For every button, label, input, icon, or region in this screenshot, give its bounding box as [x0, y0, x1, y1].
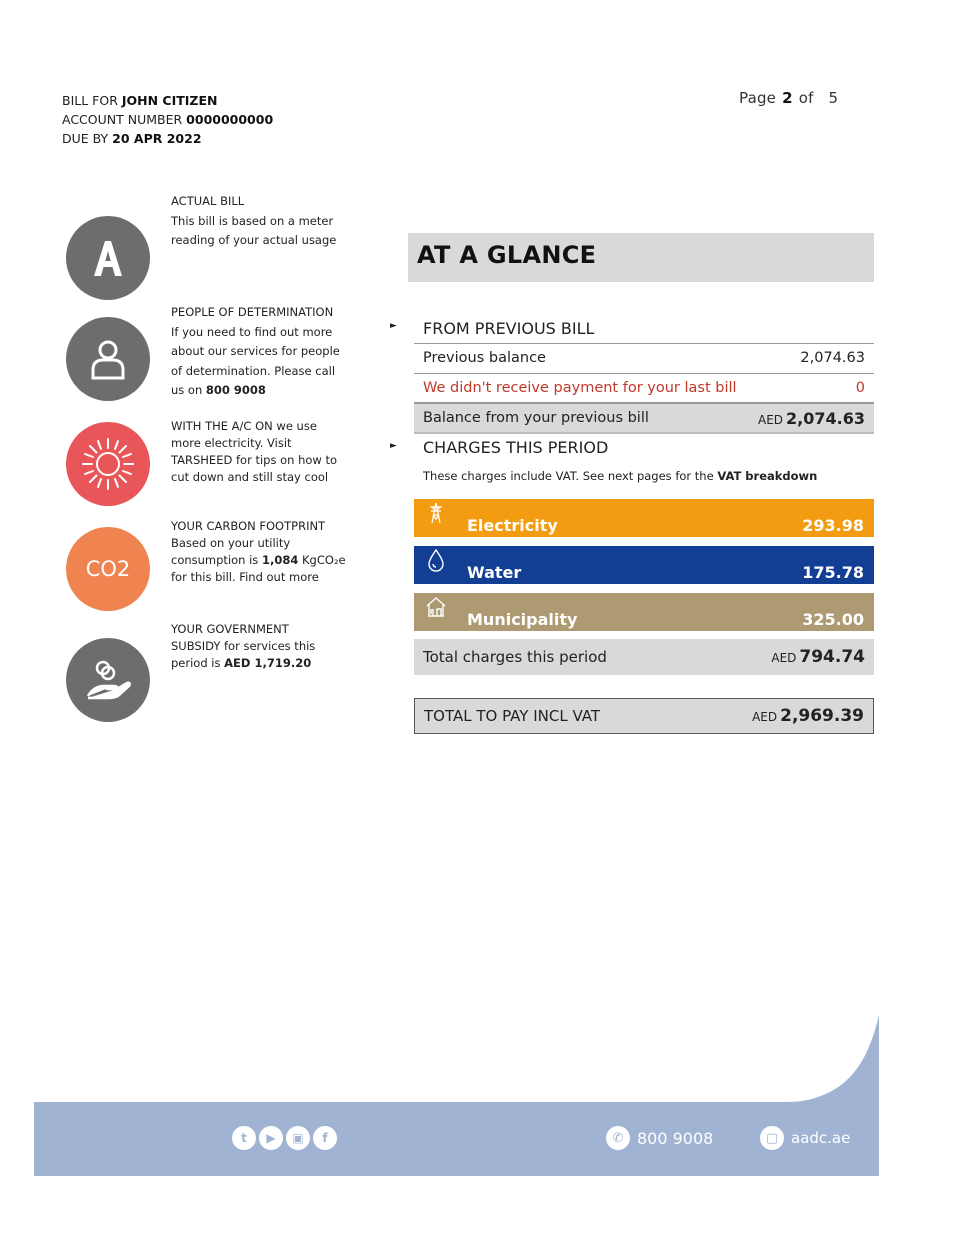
vat-note: These charges include VAT. See next pages for the VAT breakdown	[423, 469, 818, 483]
bullet-arrow-icon: ►	[390, 441, 397, 451]
letter-a-icon	[66, 216, 150, 300]
youtube-icon[interactable]: ▶	[259, 1126, 283, 1150]
bill-for-line: BILL FOR JOHN CITIZEN	[62, 93, 218, 108]
charge-municipality: Municipality 325.00	[414, 593, 874, 631]
due-date-line: DUE BY 20 APR 2022	[62, 131, 202, 146]
account-number-line: ACCOUNT NUMBER 0000000000	[62, 112, 274, 127]
footer-bar	[34, 1102, 879, 1176]
footer-curve	[34, 1010, 879, 1110]
total-pages: 5	[828, 89, 839, 107]
charges-this-period-title: CHARGES THIS PERIOD	[423, 438, 609, 457]
payment-not-received-row: We didn't receive payment for your last bill 0	[414, 373, 874, 402]
charge-electricity: Electricity 293.98	[414, 499, 874, 537]
info-title: YOUR CARBON FOOTPRINT	[171, 519, 326, 533]
previous-balance-row: Previous balance 2,074.63	[414, 343, 874, 372]
hand-coins-icon	[66, 638, 150, 722]
from-previous-bill-title: FROM PREVIOUS BILL	[423, 319, 595, 338]
sun-icon	[66, 422, 150, 506]
balance-previous-value: 2,074.63	[786, 408, 865, 428]
info-title: WITH THE A/C ON we use	[171, 419, 317, 433]
municipality-amount: 325.00	[802, 610, 864, 629]
total-charges-row: Total charges this period AED 794.74	[414, 639, 874, 675]
find-out-more-link[interactable]: for this bill. Find out more	[171, 570, 319, 584]
co2-icon: CO2	[66, 527, 150, 611]
section-title: AT A GLANCE	[417, 241, 597, 269]
water-amount: 175.78	[802, 563, 864, 582]
water-drop-icon	[424, 548, 448, 572]
twitter-icon[interactable]: t	[232, 1126, 256, 1150]
computer-icon: ▢	[760, 1126, 784, 1150]
account-number: 0000000000	[186, 112, 274, 127]
payment-received-value: 0	[855, 380, 865, 396]
vat-breakdown-link[interactable]: VAT breakdown	[717, 469, 818, 483]
previous-balance-value: 2,074.63	[800, 350, 865, 366]
subsidy-amount: AED 1,719.20	[224, 656, 312, 670]
customer-name: JOHN CITIZEN	[121, 93, 218, 108]
balance-previous-bill-row: Balance from your previous bill AED 2,074.63	[414, 402, 874, 434]
charge-water: Water 175.78	[414, 546, 874, 584]
total-charges-value: 794.74	[799, 647, 865, 667]
bullet-arrow-icon: ►	[390, 321, 397, 331]
info-title: YOUR GOVERNMENT	[171, 622, 289, 636]
footer-phone[interactable]: ✆ 800 9008	[606, 1126, 713, 1150]
at-a-glance-header	[408, 233, 874, 282]
electricity-pylon-icon	[424, 501, 448, 525]
carbon-amount: 1,084	[261, 553, 299, 567]
house-icon	[424, 595, 448, 619]
social-links	[232, 1126, 337, 1150]
person-icon	[66, 317, 150, 401]
due-date: 20 APR 2022	[112, 131, 202, 146]
total-to-pay-value: 2,969.39	[780, 706, 864, 726]
current-page: 2	[782, 89, 793, 107]
instagram-icon[interactable]: ▣	[286, 1126, 310, 1150]
page-indicator: Page 2 of 5	[739, 89, 839, 107]
facebook-icon[interactable]: f	[313, 1126, 337, 1150]
electricity-amount: 293.98	[802, 516, 864, 535]
phone-number: 800 9008	[205, 383, 266, 397]
info-title: ACTUAL BILL	[171, 194, 245, 208]
phone-icon: ✆	[606, 1126, 630, 1150]
info-title: PEOPLE OF DETERMINATION	[171, 305, 334, 319]
total-to-pay-row: TOTAL TO PAY INCL VAT AED 2,969.39	[414, 698, 874, 734]
footer-website[interactable]: ▢ aadc.ae	[760, 1126, 850, 1150]
bill-header	[62, 91, 273, 148]
